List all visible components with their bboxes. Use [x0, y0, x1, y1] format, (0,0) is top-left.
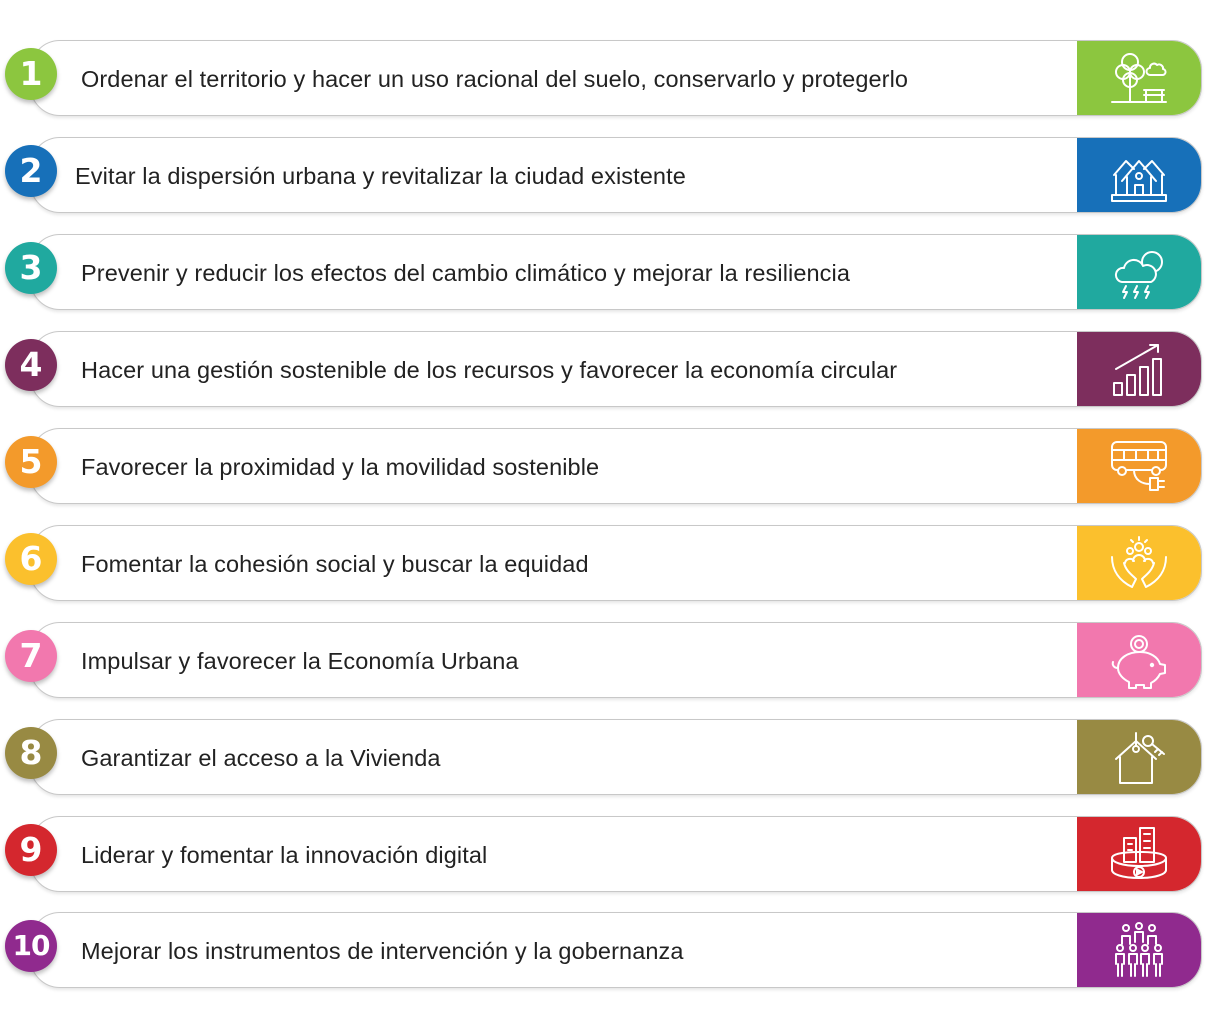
- objective-text: Impulsar y favorecer la Economía Urbana: [81, 648, 519, 674]
- objective-icon-box: [1077, 235, 1201, 310]
- houses-icon: [1108, 145, 1170, 207]
- list-item: [0, 137, 1209, 217]
- objective-text: Ordenar el territorio y hacer un uso racional del suelo, conservarlo y protegerlo: [81, 66, 909, 92]
- objective-pill: [30, 622, 1202, 698]
- list-item: [0, 331, 1209, 411]
- objective-number-badge: 1: [5, 48, 57, 100]
- objective-text: Hacer una gestión sostenible de los recursos y favorecer la economía circular: [81, 357, 898, 383]
- objective-icon-box: [1077, 41, 1201, 116]
- objective-icon-box: [1077, 429, 1201, 504]
- list-item: [0, 428, 1209, 508]
- electric-bus-icon: [1108, 436, 1170, 498]
- hands-people-icon: [1108, 533, 1170, 595]
- objective-number-badge: 4: [5, 339, 57, 391]
- objective-text: Garantizar el acceso a la Vivienda: [81, 745, 441, 771]
- objective-text: Favorecer la proximidad y la movilidad sostenible: [81, 454, 600, 480]
- objective-pill: [30, 912, 1202, 988]
- piggy-bank-icon: [1108, 630, 1170, 692]
- objective-number-badge: 3: [5, 242, 57, 294]
- list-item: [0, 719, 1209, 799]
- objective-number-badge: 2: [5, 145, 57, 197]
- objective-number-badge: 7: [5, 630, 57, 682]
- objective-pill: [30, 719, 1202, 795]
- list-item: [0, 816, 1209, 896]
- objective-text: Prevenir y reducir los efectos del cambio climático y mejorar la resiliencia: [81, 260, 851, 286]
- digital-city-icon: [1108, 824, 1170, 886]
- storm-cloud-icon: [1108, 242, 1170, 304]
- objective-pill: [30, 816, 1202, 892]
- objective-number-badge: 8: [5, 727, 57, 779]
- objective-text: Fomentar la cohesión social y buscar la equidad: [81, 551, 589, 577]
- objective-icon-box: [1077, 526, 1201, 601]
- list-item: [0, 622, 1209, 702]
- list-item: [0, 525, 1209, 605]
- objective-text: Evitar la dispersión urbana y revitalizar la ciudad existente: [75, 163, 686, 189]
- house-key-icon: [1108, 727, 1170, 789]
- list-item: [0, 912, 1209, 992]
- tree-bench-icon: [1108, 48, 1170, 110]
- objective-number-badge: 10: [5, 920, 57, 972]
- objective-icon-box: [1077, 817, 1201, 892]
- objective-pill: [30, 428, 1202, 504]
- objective-number-badge: 5: [5, 436, 57, 488]
- objective-icon-box: [1077, 913, 1201, 988]
- objective-icon-box: [1077, 138, 1201, 213]
- objective-pill: [30, 331, 1202, 407]
- objective-icon-box: [1077, 332, 1201, 407]
- list-item: [0, 234, 1209, 314]
- objective-text: Liderar y fomentar la innovación digital: [81, 842, 488, 868]
- objective-pill: [30, 137, 1202, 213]
- objective-number-badge: 6: [5, 533, 57, 585]
- objective-pill: [30, 525, 1202, 601]
- objective-icon-box: [1077, 623, 1201, 698]
- objective-pill: [30, 40, 1202, 116]
- objective-pill: [30, 234, 1202, 310]
- objective-icon-box: [1077, 720, 1201, 795]
- growth-chart-icon: [1108, 339, 1170, 401]
- objective-number-badge: 9: [5, 824, 57, 876]
- objective-text: Mejorar los instrumentos de intervención y la gobernanza: [81, 938, 684, 964]
- list-item: [0, 40, 1209, 120]
- people-group-icon: [1108, 920, 1170, 982]
